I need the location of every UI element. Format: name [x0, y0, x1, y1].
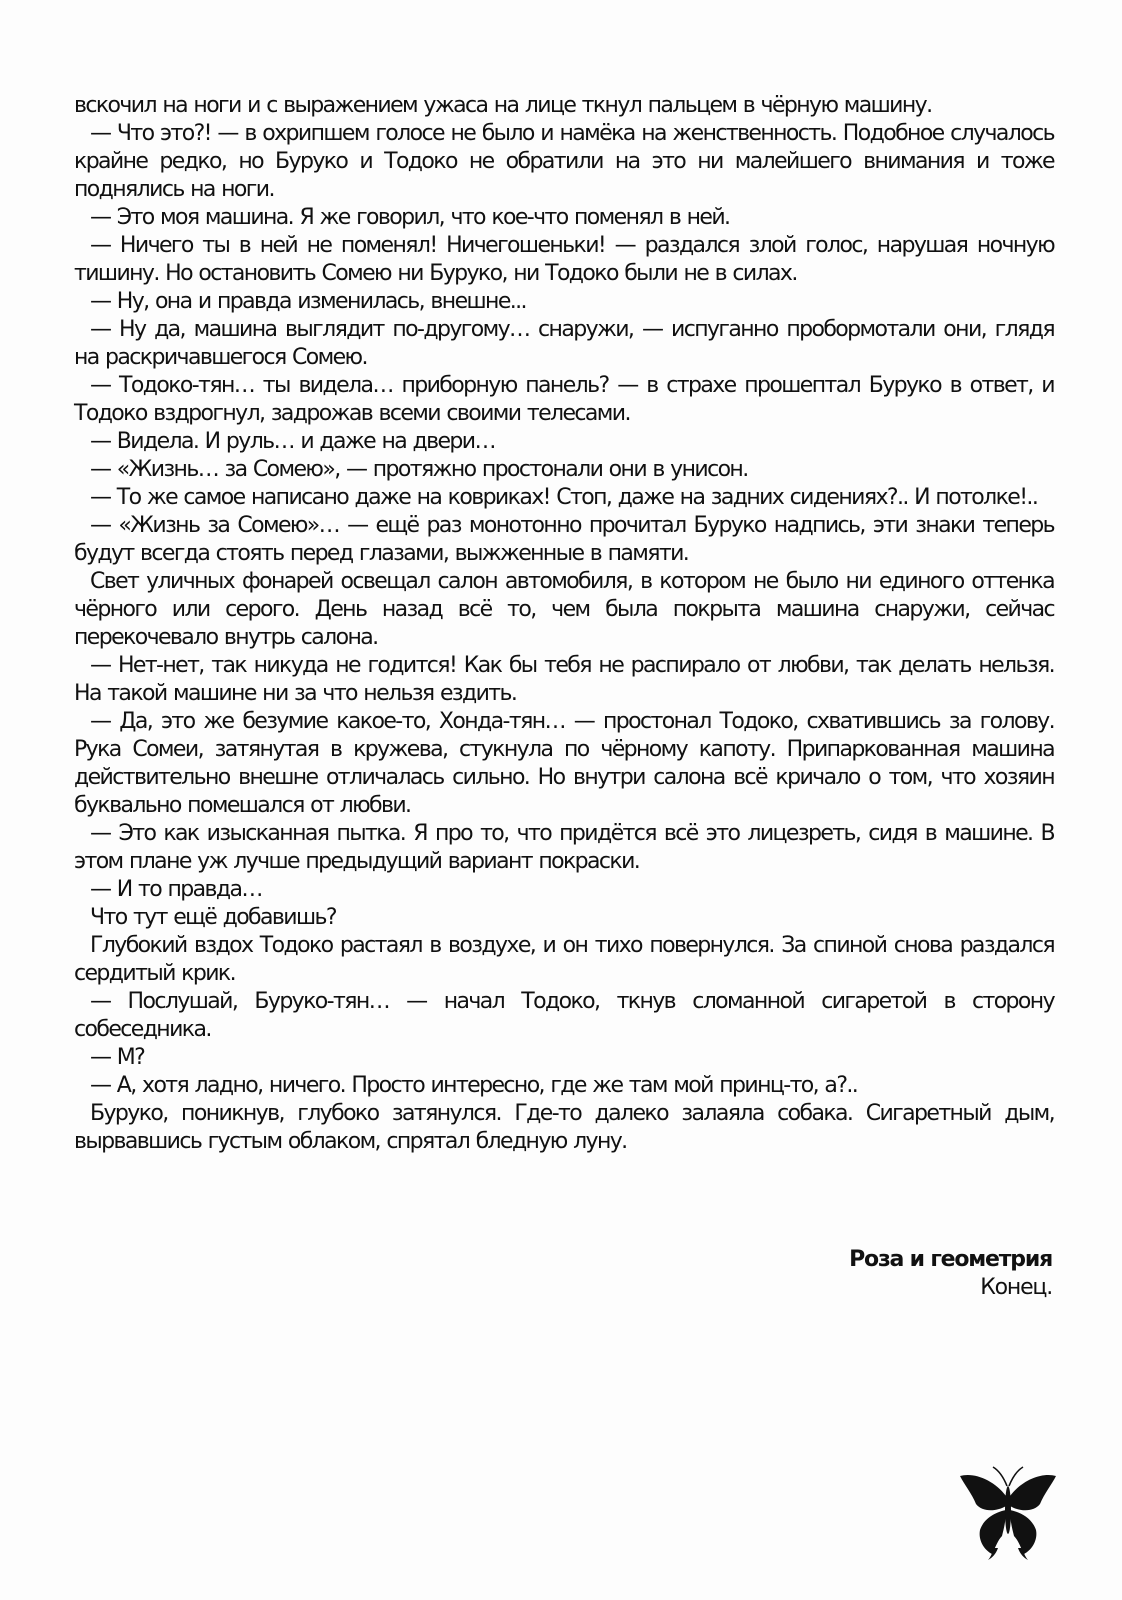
paragraph: Свет уличных фонарей освещал салон автомобиля, в котором не было ни единого оттенка чёрного или серого. День назад всё то, чем была покрыта машина снаружи, сейчас перекочевало внутрь салона. [74, 569, 1054, 650]
paragraph: — То же самое написано даже на ковриках! Стоп, даже на задних сидениях?.. И потолке!.. [90, 485, 1038, 510]
paragraph: — Нет-нет, так никуда не годится! Как бы тебя не распирало от любви, так делать нельзя. На такой машине ни за что нельзя ездить. [74, 653, 1054, 706]
paragraph: — И то правда… [90, 877, 262, 902]
paragraph: — Тодоко-тян… ты видела… приборную панель? — в страхе прошептал Буруко в ответ, и Тодоко вздрогнул, задрожав всеми своими телесами. [74, 373, 1054, 426]
paragraph: Буруко, поникнув, глубоко затянулся. Где-то далеко залаяла собака. Сигаретный дым, вырвавшись густым облаком, спрятал бледную луну. [74, 1101, 1054, 1154]
paragraph: — Это моя машина. Я же говорил, что кое-что поменял в ней. [90, 205, 730, 230]
paragraph: — «Жизнь… за Сомею», — протяжно простонали они в унисон. [90, 457, 748, 482]
paragraph: Что тут ещё добавишь? [90, 905, 336, 930]
paragraph: — Что это?! — в охрипшем голосе не было и намёка на женственность. Подобное случалось крайне редко, но Буруко и Тодоко не обратили на это ни малейшего внимания и тоже поднялись на ноги. [74, 121, 1054, 202]
paragraph: — Ну да, машина выглядит по-другому… снаружи, — испуганно пробормотали они, глядя на раскричавшегося Сомею. [74, 317, 1054, 370]
story-ending [849, 1246, 1052, 1302]
paragraph: — «Жизнь за Сомею»… — ещё раз монотонно прочитал Буруко надпись, эти знаки теперь будут всегда стоять перед глазами, выжженные в памяти. [74, 513, 1054, 566]
butterfly-icon [958, 1460, 1058, 1560]
paragraph: — Ничего ты в ней не поменял! Ничегошеньки! — раздался злой голос, нарушая ночную тишину. Но остановить Сомею ни Буруко, ни Тодоко были не в силах. [74, 233, 1054, 286]
paragraph: — Послушай, Буруко-тян… — начал Тодоко, ткнув сломанной сигаретой в сторону собеседника. [74, 989, 1054, 1042]
story-title: Роза и геометрия [849, 1247, 1052, 1272]
paragraph: — Видела. И руль… и даже на двери… [90, 429, 495, 454]
paragraph: — А, хотя ладно, ничего. Просто интересно, где же там мой принц-то, а?.. [90, 1073, 858, 1098]
paragraph: — М? [90, 1045, 145, 1070]
paragraph: — Да, это же безумие какое-то, Хонда-тян… — простонал Тодоко, схватившись за голову. Рука Сомеи, затянутая в кружева, стукнула по чёрному капоту. Припаркованная машина действительно внешне отличалась сильно. Но внутри салона всё кричало о том, что хозяин буквально помешался от любви. [74, 709, 1054, 818]
paragraph: Глубокий вздох Тодоко растаял в воздухе, и он тихо повернулся. За спиной снова раздался сердитый крик. [74, 933, 1054, 986]
paragraph: — Это как изысканная пытка. Я про то, что придётся всё это лицезреть, сидя в машине. В этом плане уж лучше предыдущий вариант покраски. [74, 821, 1054, 874]
paragraph: вскочил на ноги и с выражением ужаса на лице ткнул пальцем в чёрную машину. [74, 93, 932, 118]
story-text [74, 92, 1054, 1156]
paragraph: — Ну, она и правда изменилась, внешне... [90, 289, 526, 314]
end-mark: Конец. [980, 1275, 1052, 1300]
